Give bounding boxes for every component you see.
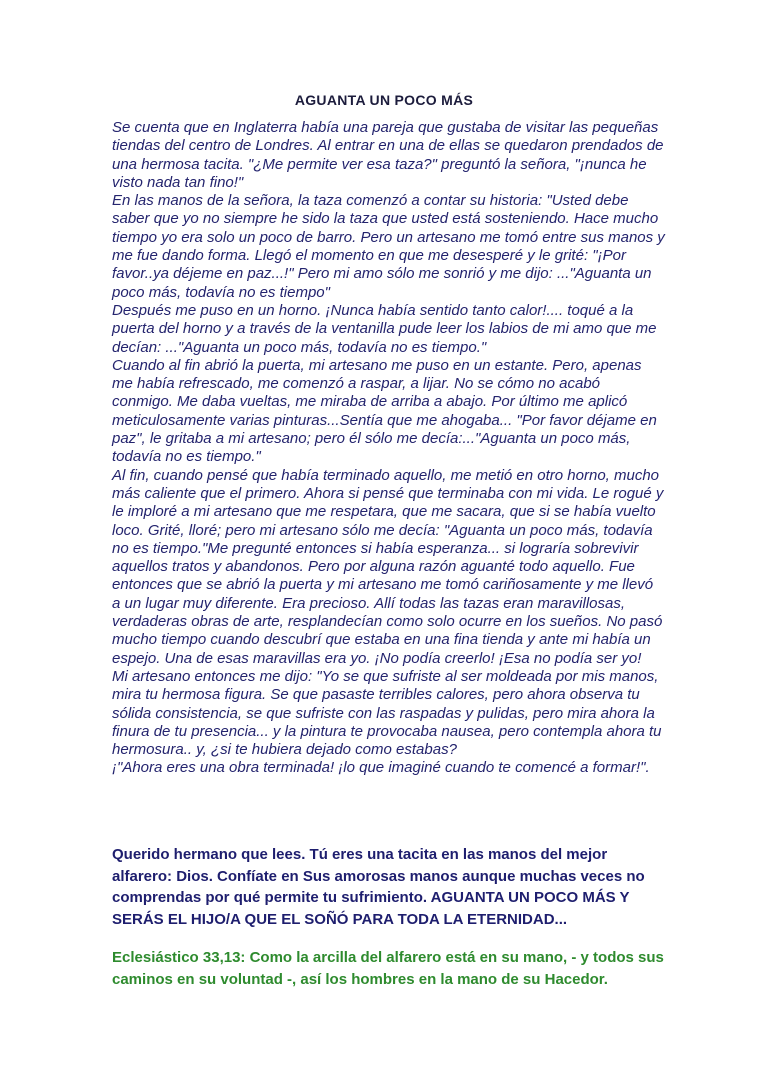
story-line: me fue dando forma. Llegó el momento en que me desesperé y le grité: "¡Por (112, 247, 626, 265)
story-line: meticulosamente varias pinturas...Sentía que me ahogaba... "Por favor déjame en (112, 411, 657, 429)
story-line: espejo. Una de esas maravillas era yo. ¡No podía creerlo! ¡Esa no podía ser yo! (112, 649, 642, 667)
story-line: mira tu hermosa figura. Se que pasaste terribles calores, pero ahora observa tu (112, 686, 640, 704)
story-line: Mi artesano entonces me dijo: "Yo se que sufriste al ser moldeada por mis manos, (112, 667, 659, 685)
story-line: favor..ya déjeme en paz...!" Pero mi amo sólo me sonrió y me dijo: ..."Aguanta un (112, 265, 652, 283)
story-line: ¡"Ahora eres una obra terminada! ¡lo que imaginé cuando te comencé a formar!". (112, 759, 650, 777)
story-line: verdaderas obras de arte, resplandecían como solo ocurre en los sueños. No pasó (112, 613, 663, 631)
story-line: todavía no es tiempo." (112, 448, 261, 466)
story-line: más caliente que el primero. Ahora si pensé que terminaba con mi vida. Le rogué y (112, 484, 664, 502)
story-line: loco. Grité, lloré; pero mi artesano sólo me decía: "Aguanta un poco más, todavía (112, 521, 653, 539)
story-line: Después me puso en un horno. ¡Nunca había sentido tanto calor!.... toqué a la (112, 301, 634, 319)
story-line: finura de tu presencia... y la pintura te provocaba nausea, pero contempla ahora tu (112, 722, 662, 740)
story-line: hermosura.. y, ¿si te hubiera dejado como estabas? (112, 741, 457, 759)
story-line: visto nada tan fino!" (112, 173, 244, 191)
exhortation-line: comprendas por qué permite tu sufrimiento. AGUANTA UN POCO MÁS Y (112, 889, 630, 906)
story-line: una hermosa tacita. "¿Me permite ver esa taza?" preguntó la señora, "¡nunca he (112, 155, 647, 173)
story-paragraphs (112, 119, 672, 778)
story-line: sólida consistencia, se que sufriste con las raspadas y pulidas, pero mira ahora la (112, 704, 655, 722)
story-line: me había refrescado, me comenzó a raspar, a lijar. No se cómo no acabó (112, 375, 601, 393)
story-line: En las manos de la señora, la taza comenzó a contar su historia: "Usted debe (112, 192, 629, 210)
story-line: decían: ..."Aguanta un poco más, todavía no es tiempo." (112, 338, 487, 356)
story-line: tiendas del centro de Londres. Al entrar en una de ellas se quedaron prendados de (112, 137, 664, 155)
verse-line: caminos en su voluntad -, así los hombres en la mano de su Hacedor. (112, 970, 608, 988)
story-line: puerta del horno y a través de la ventanilla pude leer los labios de mi amo que me (112, 320, 657, 338)
story-line: paz", le gritaba a mi artesano; pero él sólo me decía:..."Aguanta un poco más, (112, 430, 631, 448)
exhortation-paragraph (112, 844, 672, 930)
story-line: Cuando al fin abrió la puerta, mi artesano me puso en un estante. Pero, apenas (112, 356, 642, 374)
story-line: poco más, todavía no es tiempo" (112, 283, 330, 301)
story-line: saber que yo no siempre he sido la taza que usted está sosteniendo. Hace mucho (112, 210, 659, 228)
exhortation-line: SERÁS EL HIJO/A QUE EL SOÑÓ PARA TODA LA ETERNIDAD... (112, 910, 568, 928)
story-line: a un lugar muy diferente. Era precioso. Allí todas las tazas eran maravillosas, (112, 594, 626, 612)
bible-verse-paragraph (112, 947, 672, 990)
exhortation-line: alfarero: Dios. Confíate en Sus amorosas manos aunque muchas veces no (112, 867, 645, 885)
story-line: conmigo. Me daba vueltas, me miraba de arriba a abajo. Por último me aplicó (112, 393, 628, 411)
story-line: le imploré a mi artesano que me respetara, que me sacara, que si se había vuelto (112, 503, 656, 521)
story-line: mucho tiempo cuando descubrí que estaba en una fina tienda y ante mi había un (112, 631, 651, 649)
exhortation-line: Querido hermano que lees. Tú eres una tacita en las manos del mejor (112, 846, 608, 863)
story-line: entonces que se abrió la puerta y mi artesano me tomó cariñosamente y me llevó (112, 576, 654, 594)
story-line: tiempo yo era solo un poco de barro. Pero un artesano me tomó entre sus manos y (112, 228, 665, 246)
page-title: AGUANTA UN POCO MÁS (294, 92, 474, 108)
story-line: aquellos tratos y abandonos. Pero por alguna razón aguanté todo aquello. Fue (112, 558, 635, 576)
story-line: Al fin, cuando pensé que había terminado aquello, me metió en otro horno, mucho (112, 466, 660, 484)
story-line: no es tiempo."Me pregunté entonces si había esperanza... si lograría sobrevivir (112, 539, 639, 557)
verse-line: Eclesiástico 33,13: Como la arcilla del alfarero está en su mano, - y todos sus (112, 949, 664, 966)
story-line: Se cuenta que en Inglaterra había una pareja que gustaba de visitar las pequeñas (112, 119, 659, 136)
